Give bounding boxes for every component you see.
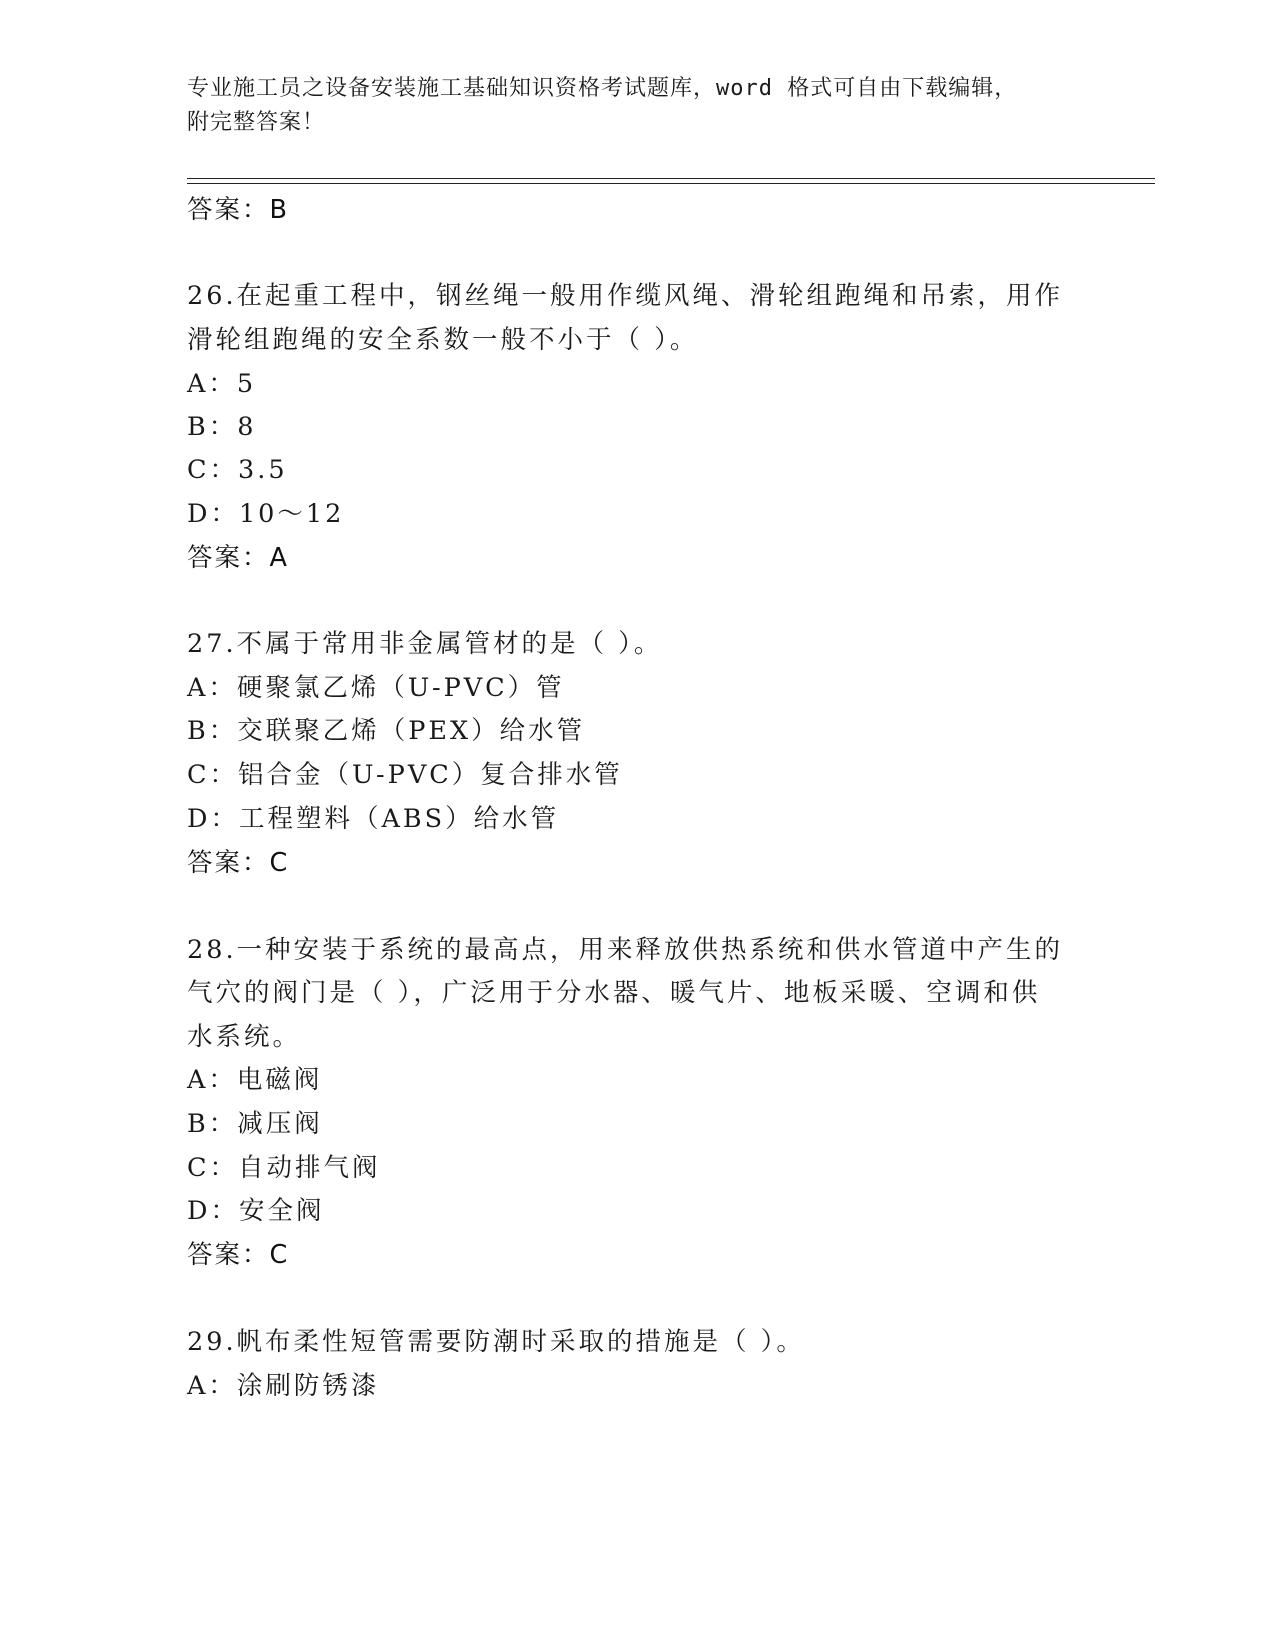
question-28-option-b: B：减压阀	[187, 1109, 323, 1139]
question-26-answer: 答案：A	[187, 543, 289, 573]
question-27-answer: 答案：C	[187, 848, 290, 878]
question-28-option-c: C：自动排气阀	[187, 1153, 381, 1183]
question-28-answer: 答案：C	[187, 1240, 290, 1270]
previous-answer: 答案：B	[187, 195, 289, 225]
question-28-stem-line-2: 气穴的阀门是（ ），广泛用于分水器、暖气片、地板采暖、空调和供	[187, 978, 1041, 1008]
question-28-stem-line-1: 28.一种安装于系统的最高点，用来释放供热系统和供水管道中产生的	[187, 935, 1064, 965]
question-26-option-b: B：8	[187, 412, 257, 442]
header-divider-top	[187, 178, 1155, 179]
question-27-stem-line-1: 27.不属于常用非金属管材的是（ ）。	[187, 629, 663, 659]
question-28-option-d: D：安全阀	[187, 1196, 325, 1226]
question-29-option-a: A：涂刷防锈漆	[187, 1371, 380, 1401]
question-28-option-a: A：电磁阀	[187, 1065, 323, 1095]
question-27-option-b: B：交联聚乙烯（PEX）给水管	[187, 716, 586, 746]
question-26-stem-line-2: 滑轮组跑绳的安全系数一般不小于（ ）。	[187, 325, 699, 355]
question-26-option-d: D：10～12	[187, 499, 345, 529]
question-27-option-c: C：铝合金（U-PVC）复合排水管	[187, 760, 623, 790]
header-divider-bottom	[187, 183, 1155, 184]
document-header	[187, 72, 1067, 140]
question-26-option-c: C：3.5	[187, 455, 288, 485]
header-line-2: 附完整答案！	[187, 110, 326, 135]
question-27-option-d: D：工程塑料（ABS）给水管	[187, 804, 560, 834]
question-26-option-a: A：5	[187, 369, 257, 399]
question-27-option-a: A：硬聚氯乙烯（U-PVC）管	[187, 673, 565, 703]
question-28-stem-line-3: 水系统。	[187, 1022, 302, 1052]
question-29-stem-line-1: 29.帆布柔性短管需要防潮时采取的措施是（ ）。	[187, 1327, 805, 1357]
header-line-1: 专业施工员之设备安装施工基础知识资格考试题库，word 格式可自由下载编辑，	[187, 76, 1018, 101]
question-26-stem-line-1: 26.在起重工程中，钢丝绳一般用作缆风绳、滑轮组跑绳和吊索，用作	[187, 281, 1064, 311]
